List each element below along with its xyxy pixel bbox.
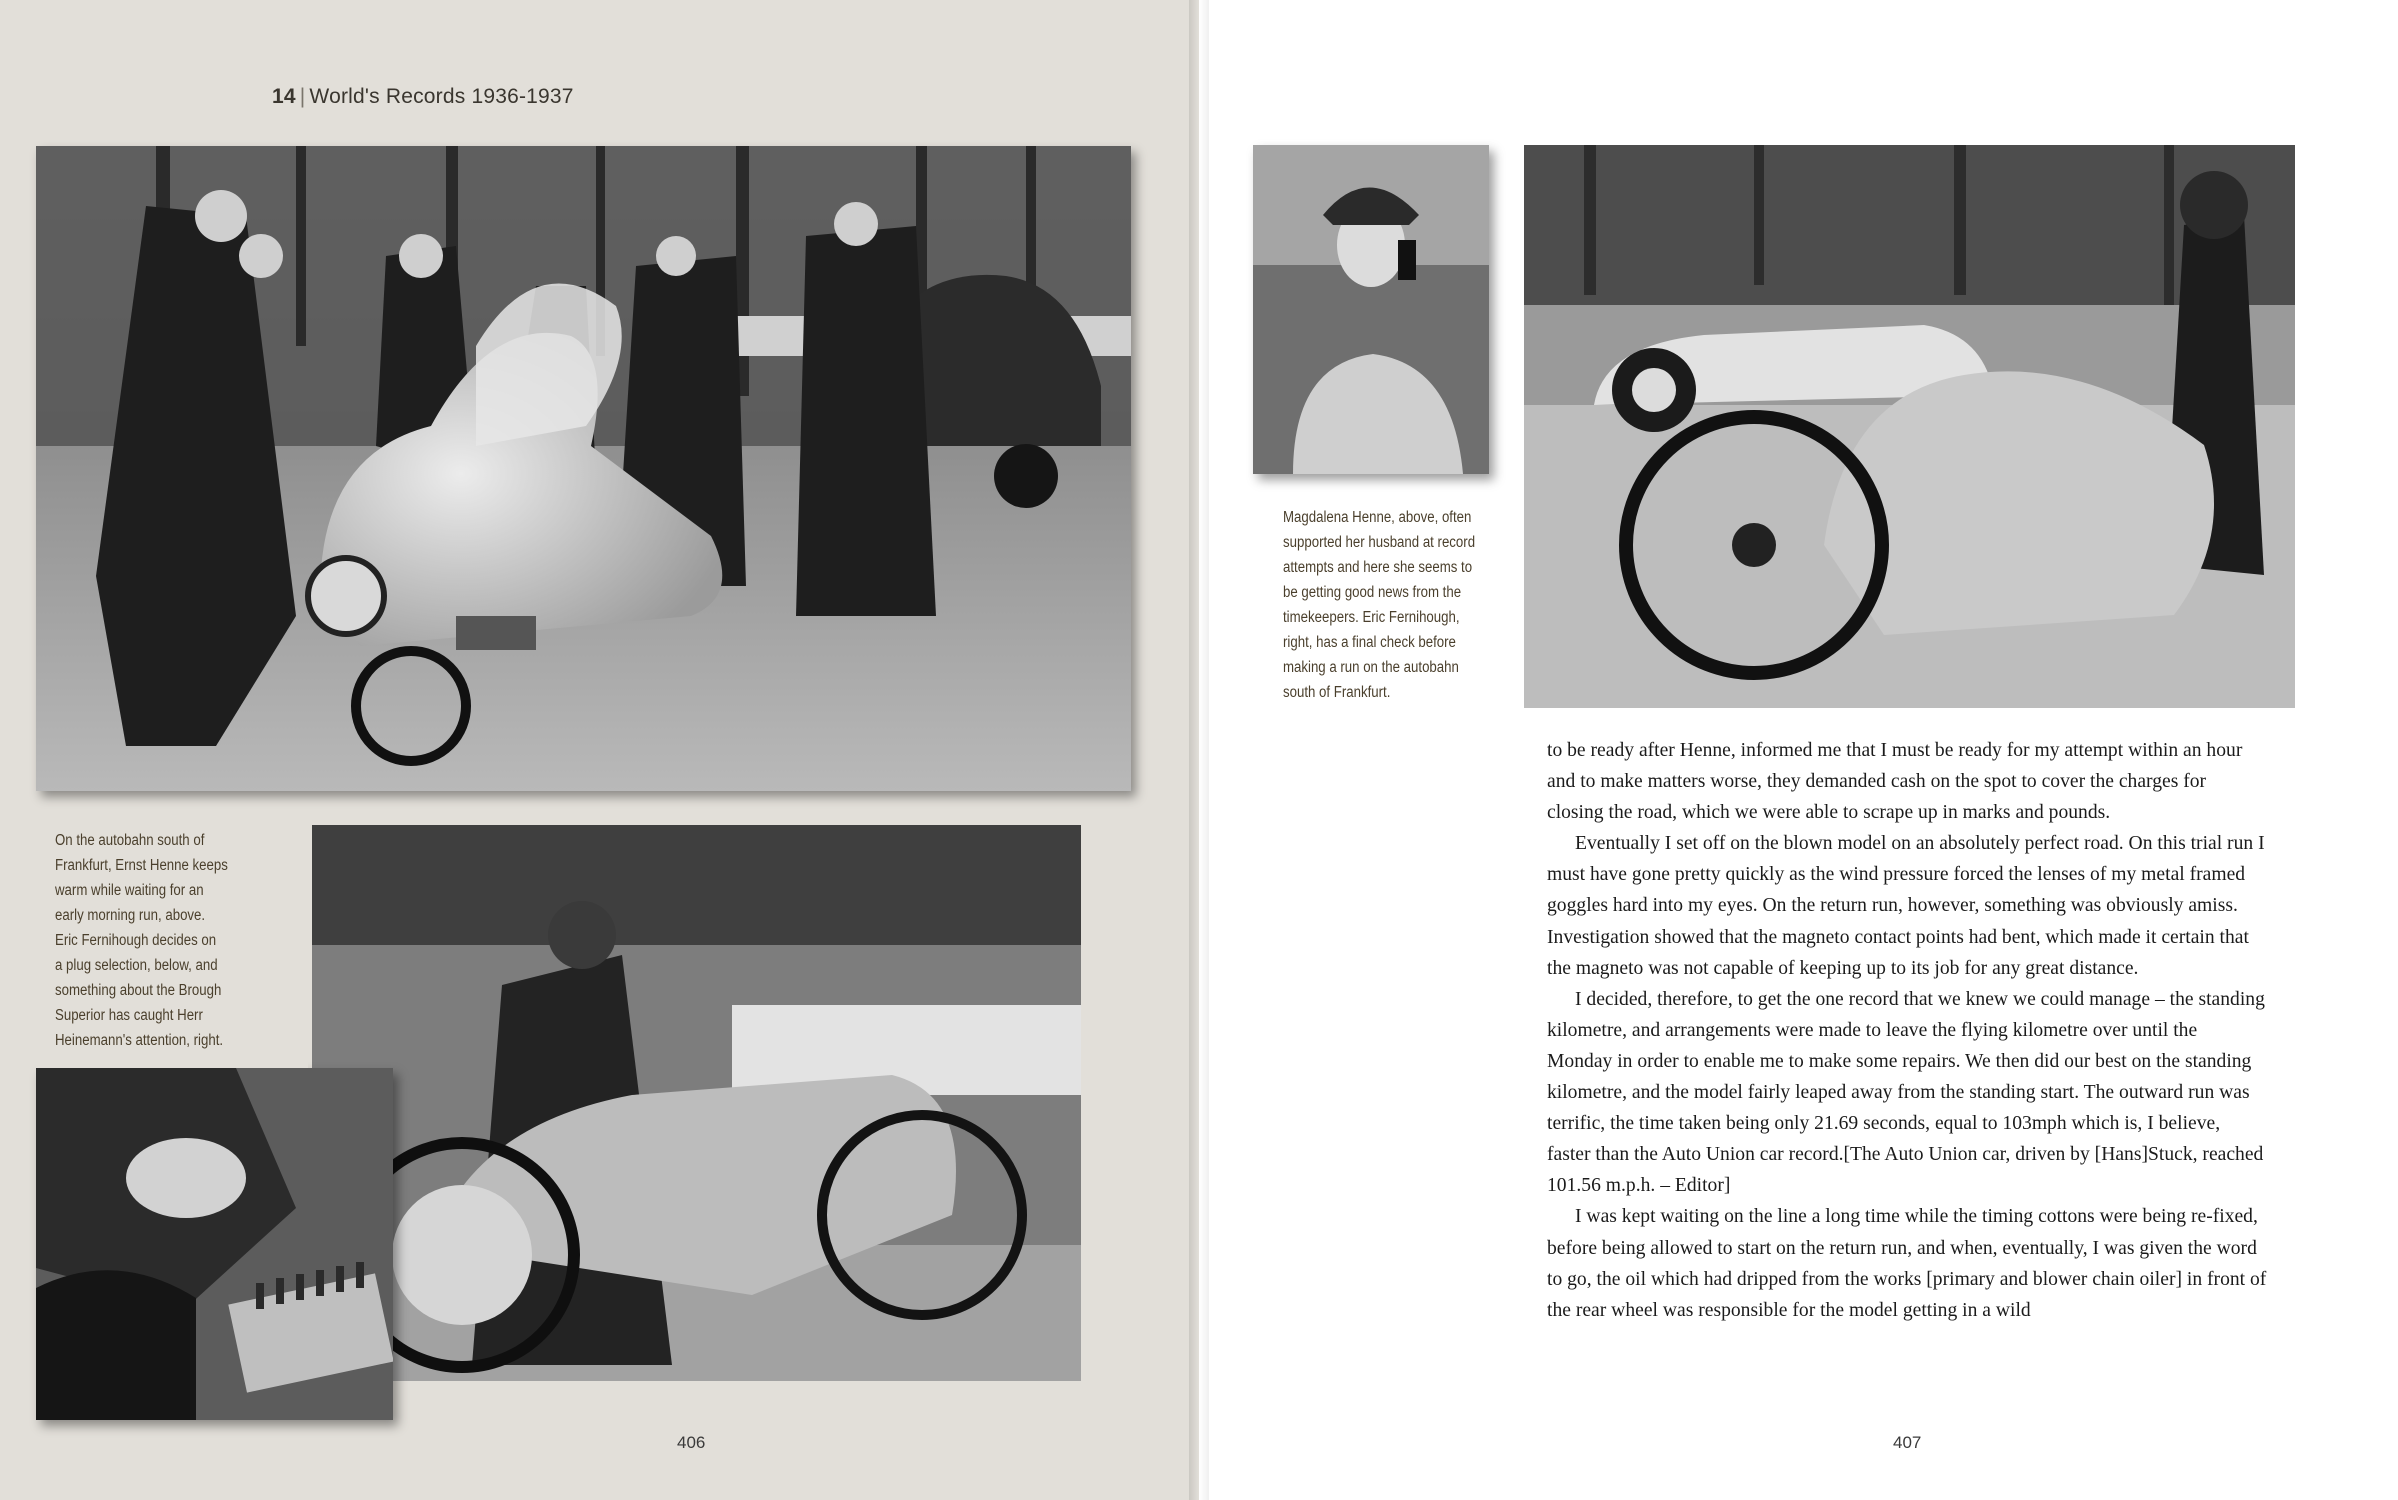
book-gutter xyxy=(1189,0,1209,1500)
page-number-left: 406 xyxy=(677,1433,706,1452)
photo-magdalena-henne-image xyxy=(1253,145,1489,474)
photo-plug-selection-image xyxy=(36,1068,393,1420)
body-paragraph: Eventually I set off on the blown model on an absolutely perfect road. On this trial run I must have gone pretty quickly as the wind pressure forced the lenses of my metal framed goggles hard into my eyes. On the return run, however, something was obviously amiss. Investigation showed that the magneto contact points had bent, which made it certain that the magneto was not capable of keeping up to its job for any great distance. xyxy=(1547,833,2265,979)
body-paragraph: I was kept waiting on the line a long time while the timing cottons were being re-fixed, before being allowed to start on the return run, and when, eventually, I was given the word to go, the oil which had dripped from the works [primary and blower chain oiler] in front of the rear wheel was responsible for the model getting in a wild xyxy=(1547,1206,2267,1321)
photo-plug-selection xyxy=(36,1068,393,1420)
caption-line: Superior has caught Herr xyxy=(55,1007,203,1024)
photo-brough-superior xyxy=(312,825,1081,1381)
photo-bmw-streamliner xyxy=(36,146,1131,791)
body-paragraph: I decided, therefore, to get the one record that we knew we could manage – the standing kilometre, and arrangements were made to leave the flying kilometre over until the Monday in order to enable me to make some repairs. We then did our best on the standing kilometre, and the model fairly leaped away from the standing start. The outward run was terrific, the time taken being only 21.69 seconds, equal to 103mph which is, I believe, faster than the Auto Union car record.[The Auto Union car, driven by [Hans]Stuck, reached 101.56 m.p.h. – Editor] xyxy=(1547,988,2265,1197)
caption-line: Heinemann's attention, right. xyxy=(55,1032,224,1049)
caption-line: Eric Fernihough decides on xyxy=(55,932,217,949)
caption-line: warm while waiting for an xyxy=(55,882,204,899)
caption-line: early morning run, above. xyxy=(55,907,206,924)
caption-line: be getting good news from the xyxy=(1283,584,1462,601)
page-number-right: 407 xyxy=(1893,1433,1922,1452)
caption-line: south of Frankfurt. xyxy=(1283,684,1391,701)
caption-line: attempts and here she seems to xyxy=(1283,559,1473,576)
body-paragraph: to be ready after Henne, informed me that I must be ready for my attempt within an hour and to make matters worse, they demanded cash on the spot to cover the charges for closing the road, which we were able to scrape up in marks and pounds. xyxy=(1547,740,2243,824)
caption-magdalena-fernihough xyxy=(1283,505,1475,705)
chapter-number: 14 xyxy=(272,85,296,108)
photo-fernihough-final-check xyxy=(1524,145,2295,708)
caption-line: timekeepers. Eric Fernihough, xyxy=(1283,609,1460,626)
body-text xyxy=(1547,735,2267,1326)
caption-line: Magdalena Henne, above, often xyxy=(1283,509,1472,526)
photo-bmw-streamliner-image xyxy=(36,146,1131,791)
running-head-separator: | xyxy=(299,85,306,108)
photo-fernihough-final-check-image xyxy=(1524,145,2295,708)
photo-brough-superior-image xyxy=(312,825,1081,1381)
running-head xyxy=(272,85,574,109)
caption-line: supported her husband at record xyxy=(1283,534,1476,551)
photo-magdalena-henne xyxy=(1253,145,1489,474)
caption-line: right, has a final check before xyxy=(1283,634,1456,651)
caption-line: something about the Brough xyxy=(55,982,222,999)
caption-line: On the autobahn south of xyxy=(55,832,205,849)
caption-line: making a run on the autobahn xyxy=(1283,659,1459,676)
caption-line: a plug selection, below, and xyxy=(55,957,218,974)
chapter-title: World's Records 1936-1937 xyxy=(309,85,574,108)
caption-line: Frankfurt, Ernst Henne keeps xyxy=(55,857,228,874)
caption-henne-fernihough-heinemann xyxy=(55,828,228,1053)
